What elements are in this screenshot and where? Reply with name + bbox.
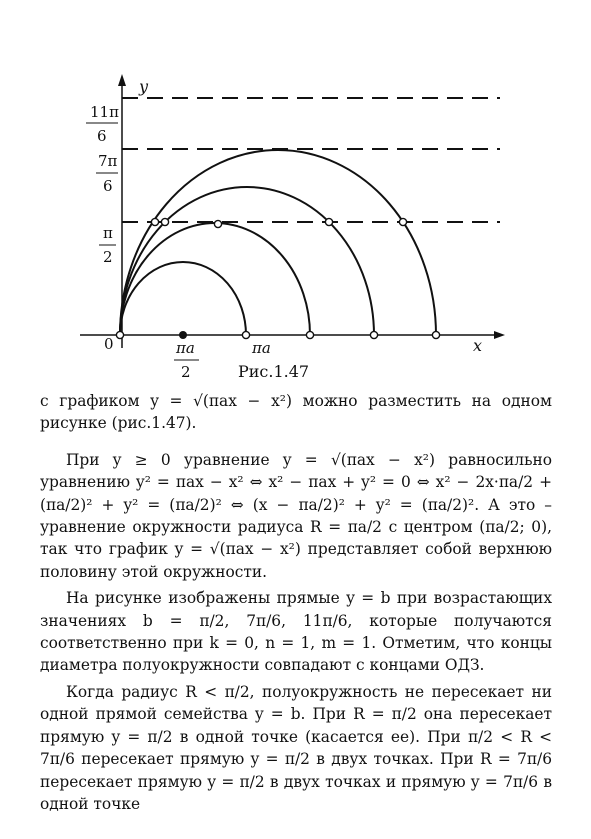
semicircle-2 [120,223,310,335]
paragraph-lines: На рисунке изображены прямые y = b при возрастающих значениях b = π/2, 7π/6, 11π/6, которые получаются соответственно при k = 0, n = 1, m = 1. Отметим, что концы диаметра полуокружности совпадают с концами ОДЗ. [40,589,552,675]
point-end [370,331,377,338]
point-intersection [399,218,406,225]
y-axis-arrow [118,74,126,86]
point-intersection [151,218,158,225]
ytick-pi-2-num: π [103,224,113,242]
y-axis-label: y [139,77,149,96]
ytick-7pi-6-num: 7π [98,152,118,170]
figure-caption: Рис.1.47 [238,362,310,381]
x-axis-label: x [473,336,483,355]
paragraph-equation: При y ≥ 0 уравнение y = √(πax − x²) равносильно уравнению y² = πax − x² ⇔ x² − πax + y² = 0 ⇔ x² − 2x·πa/2 + (πa/2)² + y² = (πa/2)² ⇔ (x − πa/2)² + y² = (πa/2)². А это – уравнение окружности радиуса R = πa/2 с центром (πa/2; 0), так что график y = √(πax − x²) представляет собой верхнюю половину этой окружности. [40,450,552,581]
origin-label: 0 [104,335,114,353]
point-end [306,331,313,338]
xtick-pia-2-num: πa [176,339,195,357]
point-end [432,331,439,338]
semicircle-3 [120,187,374,335]
ytick-7pi-6-den: 6 [103,177,113,195]
point-end [242,331,249,338]
point-origin [116,331,123,338]
figure-1-47 [0,0,591,390]
paragraph-intro: с графиком y = √(πax − x²) можно разместить на одном рисунке (рис.1.47). [40,392,552,433]
paragraph-cases: Когда радиус R < π/2, полуокружность не пересекает ни одной прямой семейства y = b. При R = π/2 она пересекает прямую y = π/2 в одной точке (касается ее). При π/2 < R < 7π/6 пересекает прямую y = π/2 в двух точках. При R = 7π/6 пересекает прямую y = π/2 в двух точках и прямую y = 7π/6 в одной точке [40,682,552,813]
ytick-11pi-6-den: 6 [97,127,107,145]
point-intersection [161,218,168,225]
point-tangent [214,220,221,227]
x-axis-arrow [494,331,505,339]
point-intersection [325,218,332,225]
ytick-pi-2-den: 2 [103,248,113,266]
semicircle-1 [120,262,246,335]
ytick-11pi-6-num: 11π [90,103,119,121]
body-text [40,390,552,815]
xtick-pia-2-den: 2 [181,363,191,381]
center-point [179,331,187,339]
xtick-pia: πa [252,339,271,357]
semicircle-4 [120,150,436,335]
